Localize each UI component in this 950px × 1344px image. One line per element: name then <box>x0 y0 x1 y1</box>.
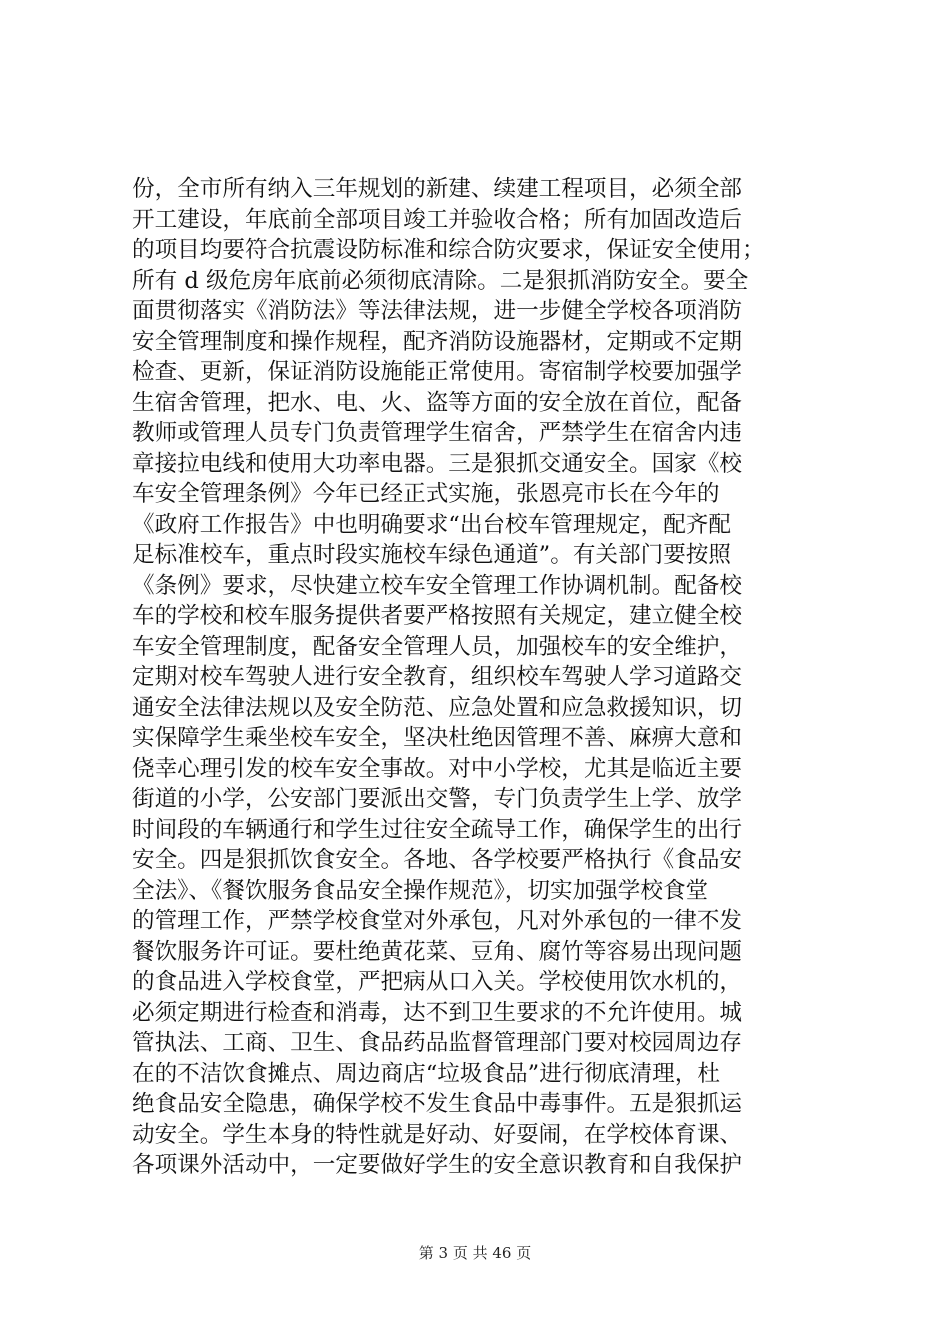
text-line: 《政府工作报告》中也明确要求“出台校车管理规定，配齐配 <box>132 511 731 538</box>
text-line: 车的学校和校车服务提供者要严格按照有关规定，建立健全校 <box>132 603 743 629</box>
text-line: 面贯彻落实《消防法》等法律法规，进一步健全学校各项消防 <box>132 298 743 324</box>
text-line: 章接拉电线和使用大功率电器。三是狠抓交通安全。国家《校 <box>132 450 743 477</box>
text-line: 车安全管理条例》今年已经正式实施，张恩亮市长在今年的 <box>132 481 720 507</box>
body-text <box>132 174 832 1181</box>
text-line: 餐饮服务许可证。要杜绝黄花菜、豆角、腐竹等容易出现问题 <box>132 938 743 965</box>
text-line: 所有 d 级危房年底前必须彻底清除。二是狠抓消防安全。要全 <box>132 267 749 294</box>
page-footer: 第 3 页 共 46 页 <box>418 1244 532 1262</box>
text-line: 《条例》要求，尽快建立校车安全管理工作协调机制。配备校 <box>132 572 743 599</box>
text-line: 实保障学生乘坐校车安全，坚决杜绝因管理不善、麻痹大意和 <box>132 725 743 751</box>
text-line: 检查、更新，保证消防设施能正常使用。寄宿制学校要加强学 <box>132 359 743 385</box>
text-line: 绝食品安全隐患，确保学校不发生食品中毒事件。五是狠抓运 <box>132 1091 743 1117</box>
text-line: 在的不洁饮食摊点、周边商店“垃圾食品”进行彻底清理，杜 <box>132 1060 720 1087</box>
text-line: 的食品进入学校食堂，严把病从口入关。学校使用饮水机的， <box>132 969 743 995</box>
text-line: 管执法、工商、卫生、食品药品监督管理部门要对校园周边存 <box>132 1030 743 1056</box>
text-line: 车安全管理制度，配备安全管理人员，加强校车的安全维护， <box>132 633 743 660</box>
text-line: 必须定期进行检查和消毒，达不到卫生要求的不允许使用。城 <box>132 999 743 1026</box>
text-line: 通安全法律法规以及安全防范、应急处置和应急救援知识，切 <box>132 694 743 721</box>
text-line: 街道的小学，公安部门要派出交警，专门负责学生上学、放学 <box>132 786 743 812</box>
text-line: 动安全。学生本身的特性就是好动、好耍闹，在学校体育课、 <box>132 1121 743 1148</box>
text-line: 开工建设，年底前全部项目竣工并验收合格；所有加固改造后 <box>132 206 743 233</box>
text-line: 足标准校车，重点时段实施校车绿色通道”。有关部门要按照 <box>132 542 731 568</box>
text-line: 生宿舍管理，把水、电、火、盗等方面的安全放在首位，配备 <box>132 389 743 416</box>
text-line: 全法》、《餐饮服务食品安全操作规范》，切实加强学校食堂 <box>132 877 709 904</box>
text-line: 定期对校车驾驶人进行安全教育，组织校车驾驶人学习道路交 <box>132 664 743 690</box>
text-line: 安全。四是狠抓饮食安全。各地、各学校要严格执行《食品安 <box>132 847 743 873</box>
text-line: 各项课外活动中，一定要做好学生的安全意识教育和自我保护 <box>132 1152 743 1178</box>
text-line: 的项目均要符合抗震设防标准和综合防灾要求，保证安全使用； <box>132 237 765 263</box>
text-line: 安全管理制度和操作规程，配齐消防设施器材，定期或不定期 <box>132 328 743 355</box>
text-line: 份，全市所有纳入三年规划的新建、续建工程项目，必须全部 <box>132 176 743 202</box>
text-line: 时间段的车辆通行和学生过往安全疏导工作，确保学生的出行 <box>132 816 743 843</box>
text-line: 的管理工作，严禁学校食堂对外承包，凡对外承包的一律不发 <box>132 908 743 934</box>
text-line: 教师或管理人员专门负责管理学生宿舍，严禁学生在宿舍内违 <box>132 420 743 446</box>
text-line: 侥幸心理引发的校车安全事故。对中小学校，尤其是临近主要 <box>132 755 743 782</box>
